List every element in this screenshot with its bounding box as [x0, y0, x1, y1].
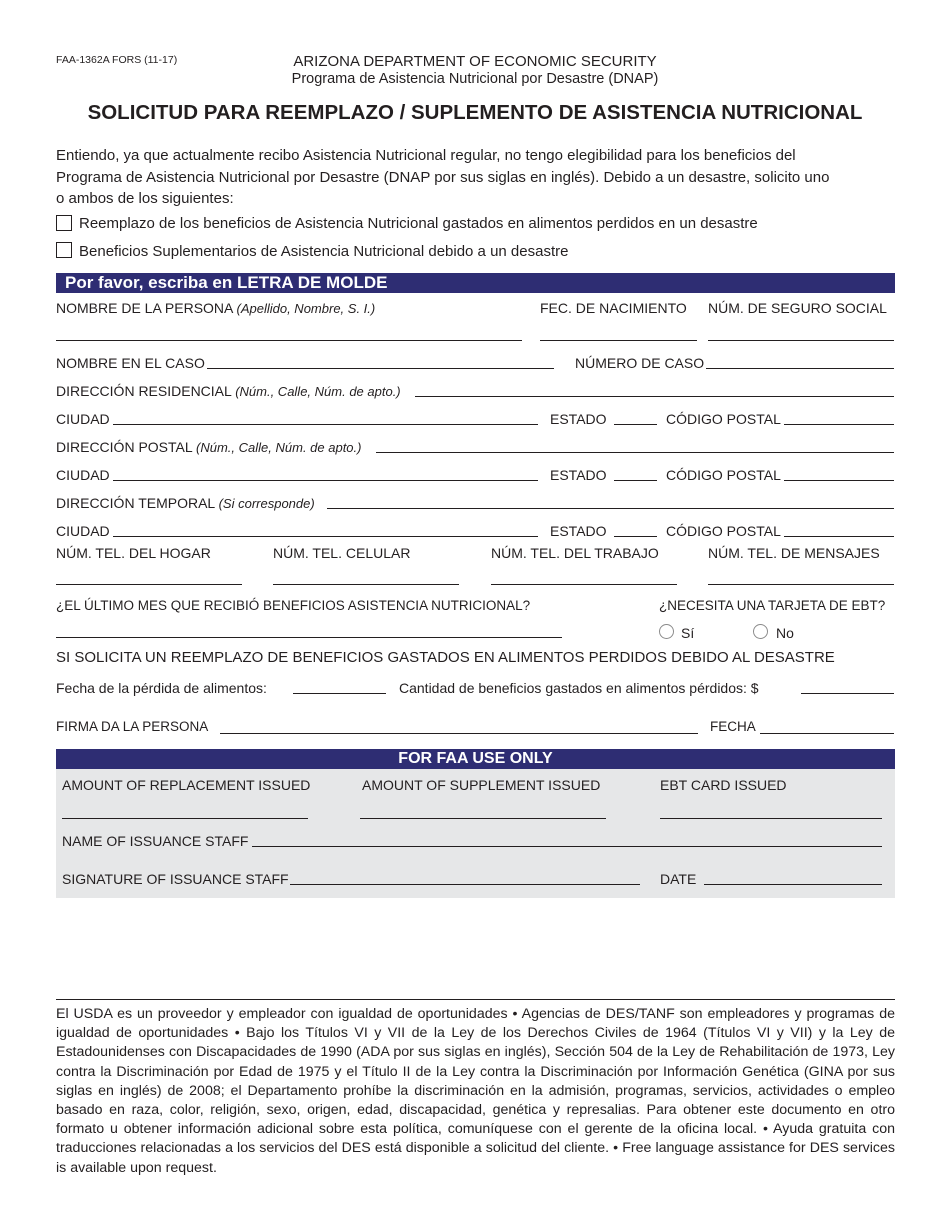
zip-input-2[interactable]: [784, 480, 894, 481]
temp-address-text: DIRECCIÓN TEMPORAL: [56, 495, 215, 511]
footer-divider: [56, 999, 895, 1000]
replacement-checkbox[interactable]: [56, 215, 72, 231]
city-label-2: CIUDAD: [56, 467, 110, 483]
home-phone-input[interactable]: [56, 584, 242, 585]
signature-input[interactable]: [220, 733, 698, 734]
zip-label-3: CÓDIGO POSTAL: [666, 523, 781, 539]
work-phone-label: NÚM. TEL. DEL TRABAJO: [491, 545, 659, 561]
message-phone-input[interactable]: [708, 584, 894, 585]
intro-line-3: o ambos de los siguientes:: [56, 190, 234, 207]
intro-text: [56, 145, 829, 210]
date-input[interactable]: [760, 733, 894, 734]
replacement-issued-input[interactable]: [62, 818, 308, 819]
staff-section-header: [56, 749, 895, 769]
loss-amount-label: Cantidad de beneficios gastados en alimentos pérdidos: $: [399, 680, 759, 696]
work-phone-input[interactable]: [491, 584, 677, 585]
staff-name-label: NAME OF ISSUANCE STAFF: [62, 833, 249, 849]
intro-line-2: Programa de Asistencia Nutricional por Desastre (DNAP por sus siglas en inglés). Debido a un desastre, solicito uno: [56, 168, 830, 186]
ebt-no-label: No: [776, 625, 794, 641]
ebt-yes-label: Sí: [681, 625, 695, 641]
ebt-question-label: ¿NECESITA UNA TARJETA DE EBT?: [659, 598, 886, 613]
staff-date-input[interactable]: [704, 884, 882, 885]
mailing-address-label: [56, 439, 361, 455]
zip-input-3[interactable]: [784, 536, 894, 537]
person-name-label: [56, 300, 375, 316]
mailing-address-input[interactable]: [376, 452, 894, 453]
last-month-input[interactable]: [56, 637, 562, 638]
residential-address-input[interactable]: [415, 396, 894, 397]
case-name-label: NOMBRE EN EL CASO: [56, 355, 205, 371]
loss-amount-input[interactable]: [801, 693, 894, 694]
message-phone-label: NÚM. TEL. DE MENSAJES: [708, 545, 880, 561]
staff-name-input[interactable]: [252, 846, 882, 847]
mailing-address-hint: (Núm., Calle, Núm. de apto.): [196, 440, 362, 455]
birth-date-label: FEC. DE NACIMIENTO: [540, 300, 687, 316]
case-name-input[interactable]: [207, 368, 554, 369]
person-name-input[interactable]: [56, 340, 522, 341]
print-section-header: [56, 273, 895, 293]
ebt-yes-radio[interactable]: [659, 624, 674, 639]
cell-phone-input[interactable]: [273, 584, 459, 585]
ebt-no-radio[interactable]: [753, 624, 768, 639]
supplement-option-label: Beneficios Suplementarios de Asistencia Nutricional debido a un desastre: [79, 243, 569, 260]
staff-date-label: DATE: [660, 871, 697, 887]
footer-disclaimer: El USDA es un proveedor y empleador con igualdad de oportunidades • Agencias de DES/TANF son empleadores y programas de igualdad de oportunidades • Bajo los Títulos VI y VII de la Ley de los Derechos Civiles de 1964 (Títulos VI y VII) y la Ley de Estadounidenses con Discapacidades de 1990 (ADA por sus siglas en inglés), Sección 504 de la Ley de Rehabilitación de 1973, Ley contra la Discriminación por Edad de 1975 y el Título II de la Ley contra la Discriminación por Información Genética (GINA por sus siglas en inglés) de 2008; el Departamento prohíbe la discriminación en la admisión, programas, servicios, actividades o empleo basado en raza, color, religión, sexo, origen, edad, discapacidad, genética y represalias. Para obtener este documento en otro formato u obtener información adicional sobre esta política, comuníquese con el gerente de la oficina local. • Ayuda gratuita con traducciones relacionadas a los servicios del DES está disponible a solicitud del cliente. • Free language assistance for DES services is available upon request.: [56, 1006, 895, 1176]
supplement-issued-input[interactable]: [360, 818, 606, 819]
supplement-issued-label: AMOUNT OF SUPPLEMENT ISSUED: [362, 777, 601, 793]
zip-input-1[interactable]: [784, 424, 894, 425]
temp-address-label: [56, 495, 315, 511]
state-input-3[interactable]: [614, 536, 657, 537]
ssn-label: NÚM. DE SEGURO SOCIAL: [708, 300, 887, 316]
mailing-address-text: DIRECCIÓN POSTAL: [56, 439, 193, 455]
ebt-issued-input[interactable]: [660, 818, 882, 819]
state-label-1: ESTADO: [550, 411, 607, 427]
cell-phone-label: NÚM. TEL. CELULAR: [273, 545, 411, 561]
state-label-3: ESTADO: [550, 523, 607, 539]
temp-address-hint: (Si corresponde): [218, 496, 315, 511]
ssn-input[interactable]: [708, 340, 894, 341]
staff-signature-label: SIGNATURE OF ISSUANCE STAFF: [62, 871, 289, 887]
signature-label: FIRMA DA LA PERSONA: [56, 719, 209, 734]
state-input-2[interactable]: [614, 480, 657, 481]
staff-signature-input[interactable]: [290, 884, 640, 885]
ebt-issued-label: EBT CARD ISSUED: [660, 777, 787, 793]
program-name: Programa de Asistencia Nutricional por Desastre (DNAP): [291, 71, 659, 87]
city-input-1[interactable]: [113, 424, 538, 425]
city-input-2[interactable]: [113, 480, 538, 481]
case-number-input[interactable]: [706, 368, 894, 369]
city-input-3[interactable]: [113, 536, 538, 537]
person-name-text: NOMBRE DE LA PERSONA: [56, 300, 233, 316]
loss-date-input[interactable]: [293, 693, 386, 694]
case-number-label: NÚMERO DE CASO: [575, 355, 705, 371]
supplement-checkbox[interactable]: [56, 242, 72, 258]
birth-date-input[interactable]: [540, 340, 697, 341]
agency-name: ARIZONA DEPARTMENT OF ECONOMIC SECURITY: [293, 53, 657, 70]
zip-label-2: CÓDIGO POSTAL: [666, 467, 781, 483]
residential-address-label: [56, 383, 401, 399]
residential-address-text: DIRECCIÓN RESIDENCIAL: [56, 383, 232, 399]
replacement-heading: SI SOLICITA UN REEMPLAZO DE BENEFICIOS GASTADOS EN ALIMENTOS PERDIDOS DEBIDO AL DESASTRE: [56, 649, 835, 666]
state-input-1[interactable]: [614, 424, 657, 425]
home-phone-label: NÚM. TEL. DEL HOGAR: [56, 545, 211, 561]
replacement-issued-label: AMOUNT OF REPLACEMENT ISSUED: [62, 777, 311, 793]
city-label-3: CIUDAD: [56, 523, 110, 539]
state-label-2: ESTADO: [550, 467, 607, 483]
temp-address-input[interactable]: [327, 508, 894, 509]
staff-section-title: FOR FAA USE ONLY: [398, 750, 553, 767]
replacement-option-label: Reemplazo de los beneficios de Asistencia Nutricional gastados en alimentos perdidos en un desastre: [79, 215, 758, 232]
form-title: SOLICITUD PARA REEMPLAZO / SUPLEMENTO DE ASISTENCIA NUTRICIONAL: [87, 101, 863, 124]
zip-label-1: CÓDIGO POSTAL: [666, 411, 781, 427]
date-label: FECHA: [710, 719, 756, 734]
form-code: FAA-1362A FORS (11-17): [56, 54, 178, 66]
print-section-title: Por favor, escriba en LETRA DE MOLDE: [65, 273, 388, 292]
intro-line-1: Entiendo, ya que actualmente recibo Asistencia Nutricional regular, no tengo elegibilidad para los beneficios del: [56, 147, 796, 164]
city-label-1: CIUDAD: [56, 411, 110, 427]
residential-address-hint: (Núm., Calle, Núm. de apto.): [235, 384, 401, 399]
loss-date-label: Fecha de la pérdida de alimentos:: [56, 680, 267, 696]
last-month-label: ¿EL ÚLTIMO MES QUE RECIBIÓ BENEFICIOS ASISTENCIA NUTRICIONAL?: [56, 598, 531, 613]
person-name-hint: (Apellido, Nombre, S. I.): [236, 301, 376, 316]
